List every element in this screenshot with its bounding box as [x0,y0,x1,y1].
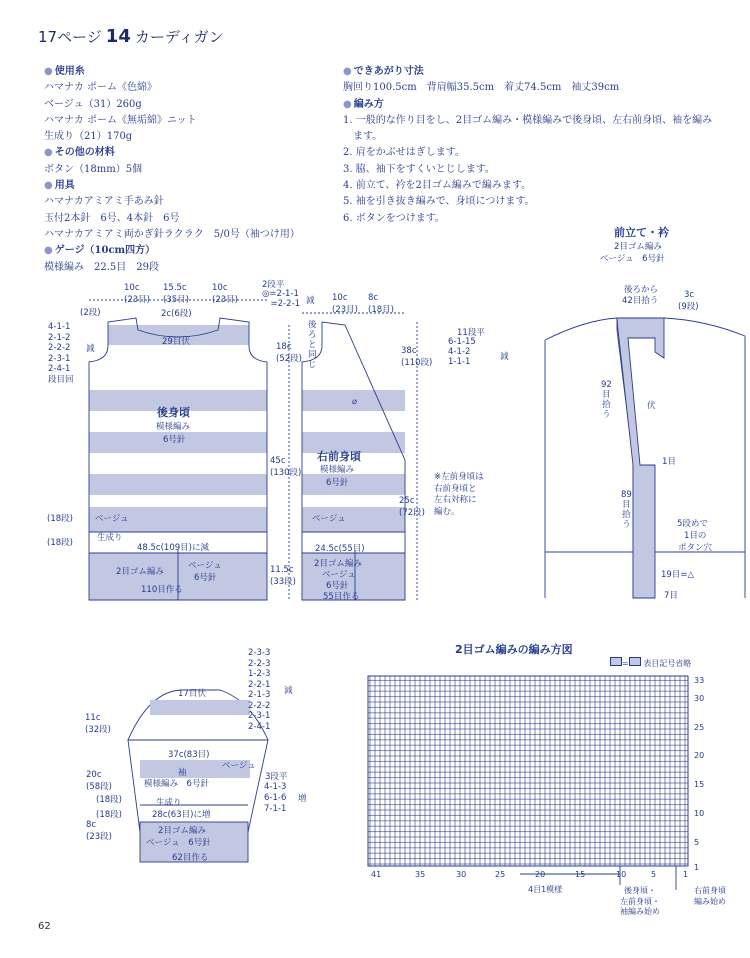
annotation-line: 6-1-6 [264,793,287,803]
sleeve-inc-r [264,782,286,815]
front-gen: 減 [500,352,509,362]
sleeve-w28: 28c(63目)に増 [152,810,211,820]
left_col-line: ● ゲージ（10cm四方） [44,243,300,259]
annotation-line: 左前身頃・ [620,896,660,906]
chart-row-label: 5 [694,838,700,847]
front-dim-right: 8c (18目) [368,293,394,315]
annotation-line: 2-3-1 [248,711,271,721]
chart-row-label: 30 [694,694,705,703]
band-p89 [621,490,632,530]
back-needle: 6号針 [163,435,186,445]
front-dec: 24.5c(55目) [315,544,365,554]
annotation-line: 右前身頃 [694,886,726,895]
back-rib: 2目ゴム編み [116,567,164,577]
chart-col-label: 30 [456,870,467,879]
chart-row-label: 25 [694,723,705,732]
left_col-line: ハマナカ ポーム《色綿》 [44,82,157,94]
front-rib-needle: 6号針 [326,581,349,591]
chart-title: 2目ゴム編みの編み方図 [455,643,573,656]
annotation-line: 4-1-1 [48,322,71,332]
back-neck: 2c(6段) [161,309,192,319]
right_col-line: 5. 袖を引き抜き編みで、身頃につけます。 [343,196,535,208]
right_col-line: 2. 肩をかぶせはぎします。 [343,147,465,159]
band-title: 前立て・衿 [614,226,669,239]
band-body-outline [545,318,633,598]
front-phi: ⌀ [352,397,358,407]
front-neck-plain: 11段平 [457,328,485,338]
band-neck-outline [664,318,745,598]
back-title: 後身頃 [157,406,190,419]
annotation-line: 2-3-3 [248,648,271,658]
band-bh3: ボタン穴 [678,543,713,553]
back-h18: 18c (52段) [276,342,302,364]
band-strip [617,318,664,598]
chart-col-label: 25 [495,870,506,879]
annotation-line: 段目回 [48,374,74,385]
sleeve-cap-r [248,648,270,732]
front-note [434,472,484,518]
band-one: 1目 [662,457,676,467]
band-back-pick2: 42目拾う [622,296,659,306]
annotation-line: 2-2-2 [48,343,71,353]
front-neck-r [448,337,476,367]
band-sub: 2目ゴム編み [614,242,662,252]
annotation-line: 編む。 [434,506,460,517]
front-cast: 55目作る [323,592,360,602]
right_col-line: 胸回り100.5cm 背肩幅35.5cm 着丈74.5cm 袖丈39cm [343,82,620,94]
back-shoulder: 2段平 [262,280,285,290]
chart-col-label: 5 [651,870,657,879]
band-n7: 7目 [664,591,678,601]
annotation-line: ※左前身頃は [434,472,484,482]
sleeve-h8: 8c (23段) [86,820,112,842]
left_col-line: 玉付2本針 6号、4本針 6号 [44,212,180,224]
chart-col-label: 35 [415,870,426,879]
sleeve-w37: 37c(83目) [168,750,210,760]
sleeve-stripe [150,700,250,715]
annotation-line: 1-2-3 [248,669,271,679]
sleeve-kinari: 生成り [156,798,182,808]
chart-row-label: 20 [694,751,705,760]
annotation-line: 袖編み始め [620,907,660,916]
left_col-line: 生成り（21）170g [44,131,133,143]
back-cast: 110目作る [141,585,183,595]
annotation-line: 2-4-1 [48,364,71,374]
left_col-line: ハマナカアミアミ手あみ針 [44,196,164,208]
back-gen: 減 [306,296,315,306]
left_col-line: ボタン（18mm）5個 [44,163,143,175]
chart-col-label: 41 [371,870,382,879]
front-same: 後ろと同じ [308,320,317,370]
chart-col-label: 15 [575,870,586,879]
back-dim-left: 10c (23目) [124,283,150,305]
back-row18a: (18段) [47,514,73,524]
annotation-line: 拾 [602,400,611,410]
front-beige-label: ベージュ [312,514,346,524]
annotation-line: 4-1-2 [448,347,471,357]
front-h25: 25c (72段) [399,496,425,518]
sleeve-rib-sub: ベージュ 6号針 [146,838,211,848]
chart-row-label: 10 [694,809,705,818]
front-rib-beige: ベージュ [322,570,356,580]
band-c3: 3c [684,290,695,300]
left_col-line: 模様編み 22.5目 29段 [44,261,159,273]
back-beige-label: ベージュ [95,514,129,524]
sleeve-title: 袖 [178,768,187,778]
sleeve-pattern: 模様編み 6号針 [144,779,209,789]
back-h45: 45c (130段) [270,456,302,478]
back-shoulder-r: ◎=2-1-1 =2-2-1 [262,289,300,309]
chart-start-back [620,886,660,918]
left_col-line: ● その他の材料 [44,145,300,161]
sleeve-plain: 3段平 [265,772,288,782]
right_col-line: 6. ボタンをつけます。 [343,212,445,224]
annotation-line: 2-1-2 [48,332,71,343]
annotation-line: 編み始め [694,896,726,906]
front-rib: 2目ゴム編み [314,559,362,569]
left_col-line: ベージュ（31）260g [44,98,142,110]
chart-row-label: 15 [694,780,705,789]
band-back-pick: 後ろから [624,285,659,295]
front-dim-left: 10c (23目) [332,293,358,315]
chart-col-label: 1 [683,870,689,879]
annotation-line: 右前身頃と [434,483,477,494]
annotation-line: う [622,520,631,530]
annotation-line: 2-2-2 [248,700,271,711]
sleeve-gen: 減 [284,686,293,696]
back-rib-needle: 6号針 [194,573,217,583]
left_col-line: ● 使用糸 [44,64,300,80]
sleeve-h20: 20c (58段) [86,770,112,792]
front-title: 右前身頃 [317,450,361,463]
sleeve-bind: 17目伏 [178,689,206,699]
back-side: (2段) [80,308,101,318]
annotation-line: 2-4-1 [248,721,271,732]
band-bh2: 1目の [684,531,707,541]
right_col-line: ます。 [343,131,383,143]
annotation-line: 目 [602,390,611,400]
back-neck-bind: 29目伏 [162,337,190,347]
right_col-line: 4. 前立て、衿を2目ゴム編みで編みます。 [343,180,532,192]
annotation-line: 目 [622,500,631,510]
annotation-line: 7-1-1 [264,804,287,814]
annotation-line: 左右対称に [434,495,477,505]
right_col-line: 3. 脇、袖下をすくいとじします。 [343,163,495,175]
right_col-line: 1. 一般的な作り目をし、2目ゴム編み・模様編みで後身頃、左右前身頃、袖を編み [343,114,713,126]
back-row18b: (18段) [47,538,73,548]
front-stripe [302,474,405,495]
band-bh1: 5段めで [677,519,708,529]
rib-chart-grid [368,676,688,866]
annotation-line: 2-1-3 [248,690,271,700]
sleeve-r18a: (18段) [96,795,122,805]
band-c3r: (9段) [678,302,699,312]
left_col-line: ● 用具 [44,178,300,194]
annotation-line: 拾 [622,510,631,520]
annotation-line: 1-1-1 [448,357,471,367]
chart-row-label: 33 [694,676,705,685]
back-stripe [89,474,267,495]
back-dec: 48.5c(109目)に減 [137,543,209,553]
chart-start-right [694,886,726,907]
annotation-line: 2-3-1 [48,353,71,364]
right_col-line: ● 編み方 [343,97,712,113]
back-kinari-label: 生成り [97,533,123,543]
chart-repeat: 4目1模様 [528,885,563,894]
annotation-line: 後身頃・ [624,886,656,895]
annotation-line: 4-1-3 [264,782,287,792]
sleeve-beige: ベージュ [222,761,256,771]
page-title: 17ページ 14 カーディガン [38,26,224,47]
sleeve-cast: 62目作る [172,853,209,863]
chart-legend: = 表目記号省略 [610,657,691,669]
page-number: 62 [38,921,51,932]
sleeve-r18b: (18段) [96,810,122,820]
band-p92 [601,380,612,420]
back-rib-beige: ベージュ [188,561,222,571]
sleeve-rib: 2目ゴム編み [158,826,206,836]
back-armhole [48,322,74,385]
annotation-line: 2-2-1 [248,679,271,690]
back-h11: 11.5c (33段) [270,565,296,587]
chart-col-label: 10 [616,870,627,879]
annotation-line: う [602,410,611,420]
left_col-line: ハマナカアミアミ両かぎ針ラクラク 5/0号（袖つけ用） [44,228,300,240]
band-n19: 19目=△ [661,570,694,580]
back-dim-center: 15.5c (35目) [163,283,189,305]
front-h38: 38c (110段) [401,346,433,368]
sleeve-inc: 増 [298,794,307,804]
chart-col-label: 20 [535,870,546,879]
right_col-line: ● できあがり寸法 [343,64,712,80]
band-sub2: ベージュ 6号針 [600,254,665,264]
annotation-line: 6-1-15 [448,337,476,347]
back-arm-gen: 減 [86,344,95,354]
front-pattern: 模様編み [320,465,355,475]
annotation-line: 89 [621,490,632,500]
back-dim-right: 10c (23目) [212,283,238,305]
left_col-line: ハマナカ ポーム《無垢綿》ニット [44,114,197,126]
chart-row-label: 1 [694,863,700,872]
annotation-line: 2-2-3 [248,658,271,669]
annotation-line: 92 [601,380,612,390]
band-fuse: 伏 [647,401,656,411]
front-needle: 6号針 [326,478,349,488]
sleeve-h11: 11c (32段) [85,713,111,735]
back-pattern: 模様編み [156,422,191,432]
